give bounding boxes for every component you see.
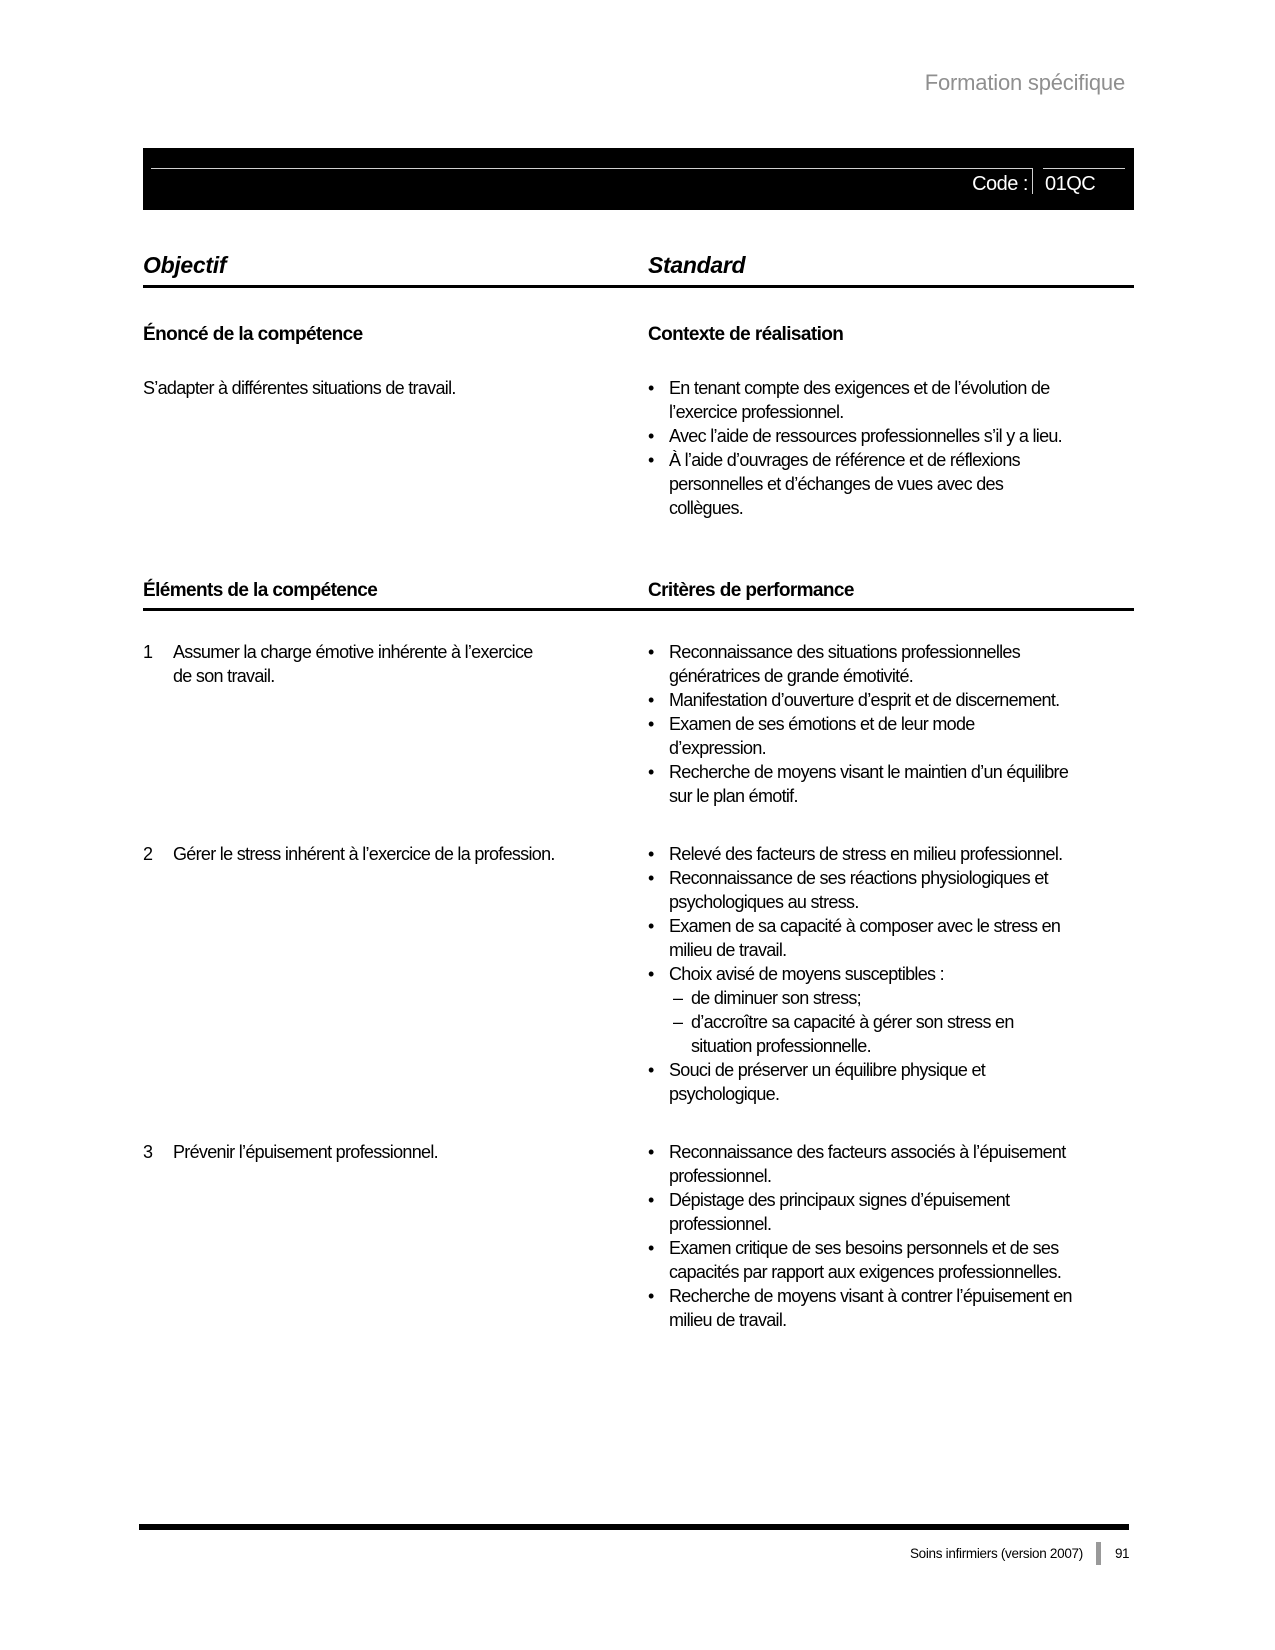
element-row [143, 842, 1134, 1106]
competence-statement: S’adapter à différentes situations de travail. [143, 378, 456, 398]
bullet-icon: • [648, 868, 654, 888]
criterion-text: Examen critique de ses besoins personnels et de ses capacités par rapport aux exigences professionnelles. [669, 1238, 1062, 1282]
sub-criterion-text: d’accroître sa capacité à gérer son stress en situation professionnelle. [691, 1012, 1014, 1056]
footer-source-label: Soins infirmiers (version 2007) [909, 1545, 1083, 1561]
dash-item [673, 986, 1072, 1010]
footer [143, 1540, 1129, 1566]
bullet-icon: • [648, 1286, 654, 1306]
element-text: Assumer la charge émotive inhérente à l’exercice de son travail. [173, 642, 533, 686]
criteria-list [648, 1140, 1072, 1332]
criteres-title: Critères de performance [648, 580, 854, 601]
bullet-item [648, 962, 1072, 986]
bullet-icon: • [648, 1060, 654, 1080]
element-text: Prévenir l’épuisement professionnel. [173, 1142, 438, 1162]
bullet-icon: • [648, 378, 654, 398]
objectif-standard-header [143, 248, 1134, 288]
bullet-item [648, 1058, 1072, 1106]
elements-rows [143, 640, 1134, 1332]
criterion-text: Avec l’aide de ressources professionnelles s’il y a lieu. [669, 426, 1062, 446]
element-text: Gérer le stress inhérent à l’exercice de la profession. [173, 844, 555, 864]
bullet-item [648, 1284, 1072, 1332]
bullet-item [648, 842, 1072, 866]
code-value: 01QC [1045, 173, 1096, 195]
bullet-icon: • [648, 690, 654, 710]
element-row [143, 1140, 1134, 1332]
criterion-text: Examen de sa capacité à composer avec le stress en milieu de travail. [669, 916, 1061, 960]
sub-criterion-text: de diminuer son stress; [691, 988, 861, 1008]
bullet-icon: • [648, 450, 654, 470]
criterion-text: Reconnaissance des facteurs associés à l’épuisement professionnel. [669, 1142, 1066, 1186]
standard-title: Standard [648, 252, 746, 278]
enonce-subtitle: Énoncé de la compétence [143, 324, 363, 345]
element-number: 1 [143, 642, 153, 662]
bullet-item [648, 1188, 1072, 1236]
bullet-item [648, 712, 1072, 760]
criterion-text: À l’aide d’ouvrages de référence et de réflexions personnelles et d’échanges de vues avec des collègues. [669, 450, 1020, 518]
bullet-icon: • [648, 426, 654, 446]
criterion-text: En tenant compte des exigences et de l’évolution de l’exercice professionnel. [669, 378, 1050, 422]
context-bullets [648, 376, 1072, 520]
bullet-item [648, 376, 1072, 424]
bullet-item [648, 640, 1072, 688]
bullet-icon: • [648, 642, 654, 662]
criteria-list [648, 842, 1072, 1106]
bullet-icon: • [648, 916, 654, 936]
element-number: 2 [143, 844, 153, 864]
bullet-icon: • [648, 714, 654, 734]
bullet-icon: • [648, 844, 654, 864]
objectif-title: Objectif [143, 252, 227, 278]
elements-criteres-header [143, 580, 1134, 611]
bullet-icon: • [648, 1238, 654, 1258]
bullet-item [648, 1140, 1072, 1188]
footer-divider-bar [1096, 1542, 1101, 1565]
dash-icon: – [673, 1012, 683, 1032]
criterion-text: Choix avisé de moyens susceptibles : [669, 964, 944, 984]
bullet-icon: • [648, 1142, 654, 1162]
bullet-item [648, 448, 1072, 520]
criterion-text: Recherche de moyens visant à contrer l’épuisement en milieu de travail. [669, 1286, 1072, 1330]
criterion-text: Manifestation d’ouverture d’esprit et de discernement. [669, 690, 1060, 710]
footer-page-number: 91 [1114, 1545, 1129, 1561]
criterion-text: Reconnaissance des situations professionnelles génératrices de grande émotivité. [669, 642, 1021, 686]
dash-icon: – [673, 988, 683, 1008]
bullet-item [648, 760, 1072, 808]
code-value-overline [1043, 168, 1125, 169]
criterion-text: Souci de préserver un équilibre physique et psychologique. [669, 1060, 986, 1104]
bullet-icon: • [648, 1190, 654, 1210]
bullet-icon: • [648, 762, 654, 782]
criterion-text: Dépistage des principaux signes d’épuisement professionnel. [669, 1190, 1010, 1234]
bullet-item [648, 424, 1072, 448]
contexte-subtitle: Contexte de réalisation [648, 324, 844, 345]
criterion-text: Examen de ses émotions et de leur mode d’expression. [669, 714, 975, 758]
bullet-icon: • [648, 964, 654, 984]
dash-item [673, 1010, 1072, 1058]
criterion-text: Relevé des facteurs de stress en milieu professionnel. [669, 844, 1063, 864]
elements-title: Éléments de la compétence [143, 580, 378, 601]
code-bar [143, 148, 1134, 210]
page-header-label: Formation spécifique [924, 70, 1125, 95]
code-label: Code : [972, 173, 1028, 195]
criterion-text: Recherche de moyens visant le maintien d’un équilibre sur le plan émotif. [669, 762, 1069, 806]
bullet-item [648, 866, 1072, 914]
criteria-list [648, 640, 1072, 808]
bullet-item [648, 1236, 1072, 1284]
code-bar-divider [1032, 168, 1033, 194]
footer-rule [139, 1524, 1129, 1530]
bullet-item [648, 914, 1072, 962]
code-bar-rule-left [151, 168, 1032, 169]
element-row [143, 640, 1134, 808]
element-number: 3 [143, 1142, 153, 1162]
criterion-text: Reconnaissance de ses réactions physiologiques et psychologiques au stress. [669, 868, 1048, 912]
bullet-item [648, 688, 1072, 712]
